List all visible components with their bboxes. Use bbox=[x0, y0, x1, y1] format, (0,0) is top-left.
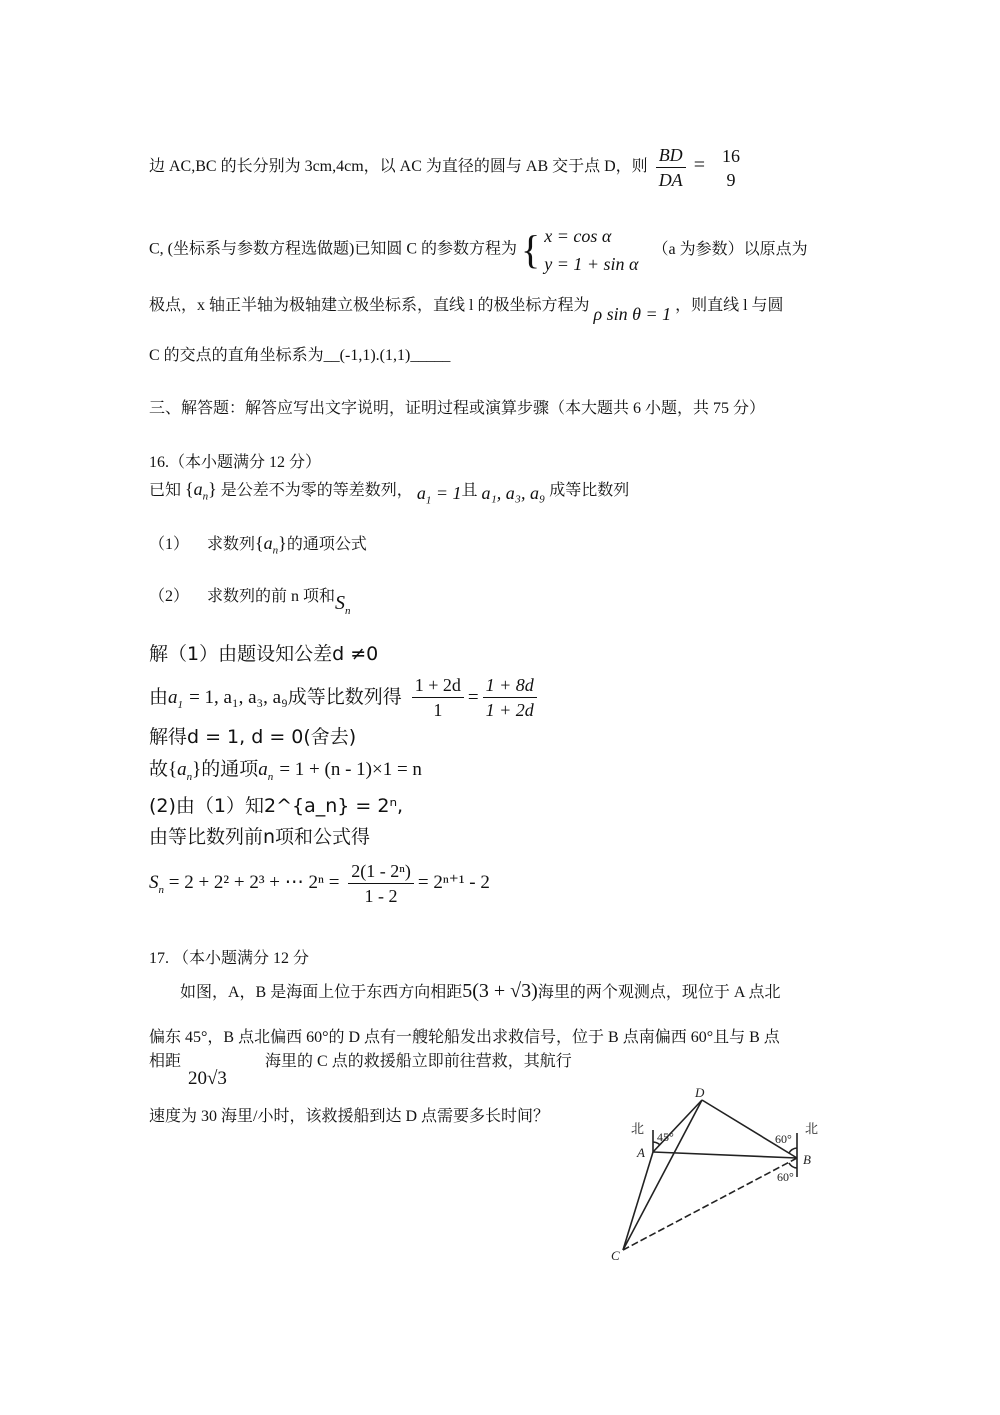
section-3-heading: 三、解答题：解答应写出文字说明，证明过程或演算步骤（本大题共 6 小题，共 75 分） bbox=[149, 400, 766, 417]
sol-seq: $\{a_n\}$ bbox=[168, 759, 202, 783]
sn-symbol: $S_n$ bbox=[335, 592, 351, 617]
p15c-line1 bbox=[149, 222, 808, 278]
line-ad bbox=[653, 1100, 702, 1152]
label-north-right: 北 bbox=[805, 1121, 819, 1136]
q17-line3: 相距 海里的 C 点的救援船立即前往营救，其航行 bbox=[149, 1053, 572, 1070]
system-brace: { bbox=[521, 227, 541, 272]
line-bd bbox=[702, 1100, 797, 1158]
p15c-line2-a: 极点，x 轴正半轴为极轴建立极坐标系，直线 l 的极坐标方程为 bbox=[149, 297, 590, 314]
p15c-line2 bbox=[149, 293, 784, 324]
sol-line2: 由$a_1 = 1$, a₁, a₃, a₉成等比数列得 $\frac{1 + 2d}{1}$ = $\frac{1 + 8d}{1 + 2d}$ bbox=[149, 672, 541, 730]
q16-header: 16.（本小题满分 12 分） bbox=[149, 454, 322, 471]
sol-frac1: $\frac{1 + 2d}{1}$ bbox=[412, 673, 464, 722]
sol-line7: $S_n = 2 + 2^2 + 2^3$ + ⋯ 2ⁿ = $\frac{\text{2(1 - 2ⁿ)}}{1 - 2}$ = 2ⁿ⁺¹ - 2 bbox=[149, 861, 490, 907]
sol-frac2: $\frac{1 + 8d}{1 + 2d}$ bbox=[483, 673, 537, 722]
p15c-line1-b: （a 为参数）以原点为 bbox=[652, 240, 808, 258]
sol-line3: 解得d = 1, d = 0(舍去) bbox=[149, 726, 357, 748]
q16-stem-c: 成等比数列 bbox=[549, 482, 630, 499]
part2-text: 求数列的前 n 项和 bbox=[207, 588, 336, 605]
q16-part2 bbox=[149, 584, 351, 617]
sol-line6: 由等比数列前n项和公式得 bbox=[149, 826, 371, 848]
q17-expr2: 20√3 bbox=[188, 1068, 227, 1089]
p15b-answer bbox=[719, 144, 743, 192]
part2-number: （2） bbox=[149, 588, 190, 605]
p15b-eq: = bbox=[693, 154, 705, 177]
param-system bbox=[544, 222, 638, 278]
p15b-ans-num: 16 bbox=[721, 145, 740, 166]
sol-line1: 解（1）由题设知公差d ≠0 bbox=[149, 643, 379, 665]
q17-header: 17. （本小题满分 12 分 bbox=[149, 950, 310, 967]
q16-part1 bbox=[149, 532, 367, 562]
a1-term: $a_1 = 1$ bbox=[416, 483, 462, 507]
angle-arc-b1 bbox=[789, 1148, 797, 1153]
p15b-text: 边 AC,BC 的长分别为 3cm,4cm，以 AC 为直径的圆与 AB 交于点 D，则 bbox=[149, 158, 648, 176]
q16-stem-a: 已知 bbox=[149, 482, 182, 499]
geo-terms: a₁, a₃, a₉ bbox=[481, 483, 546, 503]
q16-stem-b: 是公差不为零的等差数列， bbox=[220, 482, 413, 499]
sol-frac3: $\frac{\text{2(1 - 2ⁿ)}}{1 - 2}$ bbox=[348, 859, 414, 908]
label-b: B bbox=[803, 1152, 811, 1167]
param-eq-y: y = 1 + sin α bbox=[544, 254, 639, 274]
p15c-line2-b: ，则直线 l 与圆 bbox=[675, 297, 784, 314]
q17-expr1: 5(3 + √3) bbox=[462, 980, 538, 1002]
sol-sn: $S_n$ bbox=[149, 872, 164, 896]
label-c: C bbox=[611, 1248, 620, 1263]
part1-number: （1） bbox=[149, 536, 190, 553]
q17-line1: 如图，A，B 是海面上位于东西方向相距5(3 + √3)海里的两个观测点，现位于 A 点北 bbox=[180, 980, 781, 1002]
label-a: A bbox=[637, 1145, 645, 1160]
sol-a1: $a_1$ bbox=[168, 687, 184, 711]
label-angle-b1: 60° bbox=[775, 1132, 792, 1146]
part1-seq: $\{a_n\}$ bbox=[255, 533, 287, 557]
label-angle-a: 45° bbox=[657, 1130, 674, 1144]
p15b-fraction bbox=[656, 143, 686, 192]
q16-stem bbox=[149, 478, 629, 508]
polar-equation: ρ sin θ = 1 bbox=[593, 304, 672, 324]
q16-qie: 且 bbox=[461, 482, 478, 499]
label-d: D bbox=[695, 1085, 705, 1100]
p15c-line1-a: C, (坐标系与参数方程选做题)已知圆 C 的参数方程为 bbox=[149, 240, 518, 258]
q17-line4: 速度为 30 海里/小时，该救援船到达 D 点需要多长时间？ bbox=[149, 1108, 550, 1125]
geometry-figure bbox=[605, 1085, 835, 1265]
sol-line4: 故$\{a_n\}$的通项$a_n = 1 + (n - 1)\times 1 = n$ bbox=[149, 758, 422, 783]
p15c-line3: C 的交点的直角坐标系为__(-1,1).(1,1)_____ bbox=[149, 347, 451, 364]
p15b-frac-num: BD bbox=[656, 143, 686, 168]
part1-text-b: 的通项公式 bbox=[286, 536, 367, 553]
param-eq-x: x = cos α bbox=[544, 226, 612, 246]
part1-text-a: 求数列 bbox=[207, 536, 256, 553]
q17-line2: 偏东 45°，B 点北偏西 60°的 D 点有一艘轮船发出求救信号，位于 B 点南偏西 60°且与 B 点 bbox=[149, 1029, 780, 1046]
p15b-line bbox=[149, 143, 747, 192]
sol-line5: (2)由（1）知2^{a_n} = 2ⁿ, bbox=[149, 795, 404, 817]
seq-an: $\{a_n\}$ bbox=[185, 479, 217, 503]
p15b-frac-den: DA bbox=[658, 170, 683, 190]
label-angle-b2: 60° bbox=[777, 1170, 794, 1184]
line-bc bbox=[623, 1158, 797, 1250]
label-north-left: 北 bbox=[631, 1121, 645, 1136]
angle-arc-b2 bbox=[789, 1163, 797, 1168]
p15b-ans-den: 9 bbox=[726, 169, 736, 190]
